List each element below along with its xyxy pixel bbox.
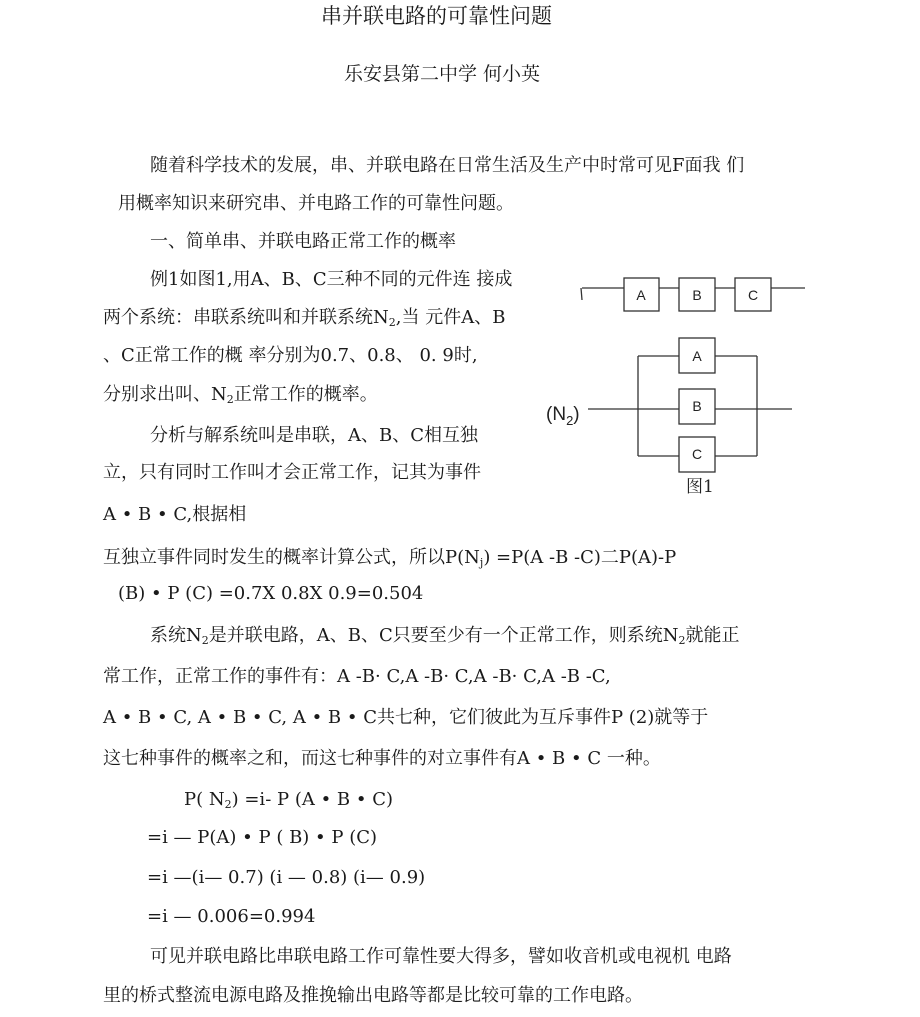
paragraph-line: 常工作，正常工作的事件有：A -B· C,A -B· C,A -B· C,A -B -C, [103,666,611,687]
paragraph-line: 随着科学技术的发展，串、并联电路在日常生活及生产中时常可见F面我 们 [150,155,745,176]
parallel-label-c: C [691,446,703,462]
subscript: 2 [678,634,686,647]
paragraph-line: 分析与解系统叫是串联，A、B、C相互独 [150,425,478,446]
text-run: ,当 元件A、B [395,307,506,328]
parallel-label-a: A [692,348,702,364]
paragraph-line: 里的桥式整流电源电路及推挽输出电路等都是比较可靠的工作电路。 [103,985,643,1006]
n2-system-label [546,404,580,428]
n2-label-part: ) [573,404,580,425]
text-run: 正常工作的概率。 [233,384,378,405]
n2-label-sub: 2 [566,413,574,428]
paragraph-line: 这七种事件的概率之和，而这七种事件的对立事件有A • B • C 一种。 [103,748,661,769]
paragraph-line: 例1如图1,用A、B、C三种不同的元件连 接成 [150,269,513,290]
text-run: P( N [184,789,225,810]
series-label-b: B [692,287,702,303]
paragraph-line: A • B • C, A • B • C, A • B • C共七种，它们彼此为互斥事件P (2)就等于 [103,707,709,728]
text-run: 就能正 [685,625,740,646]
section-heading: 一、简单串、并联电路正常工作的概率 [150,231,456,252]
text-run: ) =i- P (A • B • C) [231,789,393,810]
paragraph-line: 可见并联电路比串联电路工作可靠性要大得多，譬如收音机或电视机 电路 [150,946,732,967]
formula-line: =i — 0.006=0.994 [147,906,316,927]
series-left-terminal [581,288,582,300]
subscript: 2 [224,798,232,811]
text-run: 是并联电路，A、B、C只要至少有一个正常工作，则系统N [208,625,679,646]
parallel-circuit [588,338,792,472]
figure-caption: 图1 [686,477,714,497]
text-run: 两个系统：串联系统叫和并联系统N [103,307,389,328]
series-label-c: C [747,287,759,303]
subscript: 2 [201,634,209,647]
series-label-a: A [636,287,646,303]
paragraph-line: 立，只有同时工作叫才会正常工作，记其为事件 [103,462,481,483]
subscript: 2 [388,316,396,329]
formula-line: (B) • P (C) =0.7X 0.8X 0.9=0.504 [118,583,424,604]
subscript: 2 [226,393,234,406]
formula-line: =i — P(A) • P ( B) • P (C) [147,827,378,848]
formula-line: =i —(i— 0.7) (i — 0.8) (i— 0.9) [147,867,426,888]
page-title: 串并联电路的可靠性问题 [321,4,552,28]
text-run: ) =P(A -B -C)二P(A)-P [483,547,677,568]
text-run: 互独立事件同时发生的概率计算公式，所以P(N [103,547,480,568]
n2-label-part: (N [546,404,567,425]
text-run: 系统N [150,625,202,646]
parallel-label-b: B [692,398,702,414]
text-run: 分别求出叫、N [103,384,227,405]
paragraph-line: 用概率知识来研究串、并电路工作的可靠性问题。 [118,193,514,214]
paragraph-line: A • B • C,根据相 [103,504,247,525]
author-line: 乐安县第二中学 何小英 [344,63,541,85]
paragraph-line: 、C正常工作的概 率分别为0.7、0.8、 0. 9时, [103,345,478,366]
subscript: j [479,556,484,569]
